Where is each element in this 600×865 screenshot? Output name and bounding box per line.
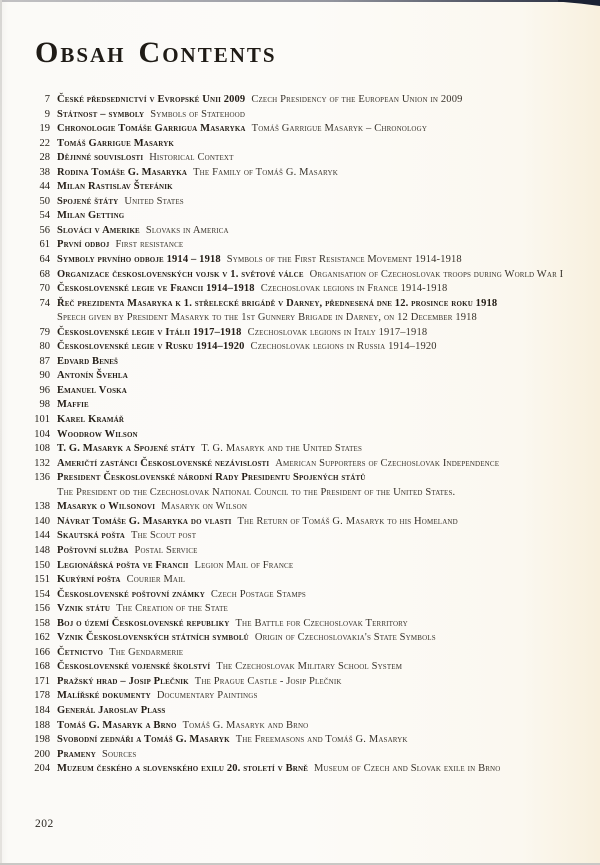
toc-entry-titles — [57, 224, 229, 239]
toc-entry-titles — [57, 559, 293, 574]
toc-entry-title-czech: České předsednictví v Evropské Unii 2009 — [57, 94, 246, 105]
toc-entry-title-english: Origin of Czechoslovakia's State Symbols — [254, 632, 436, 644]
toc-entry-title-czech: Slováci v Amerike — [57, 224, 140, 236]
toc-entry-titles — [57, 428, 138, 443]
toc-entry-title-english: T. G. Masaryk and the United States — [201, 443, 363, 455]
toc-entry-titles — [57, 282, 447, 297]
page-title — [35, 36, 277, 70]
toc-entry — [28, 137, 594, 152]
toc-entry-titles — [57, 646, 183, 661]
toc-entry-page-number: 158 — [34, 617, 50, 629]
toc-entry-titles — [57, 762, 500, 777]
toc-entry — [28, 326, 594, 341]
toc-entry-title-english: Sources — [101, 748, 137, 760]
toc-entry — [28, 151, 594, 166]
toc-entry-titles — [57, 340, 437, 355]
toc-entry-title-czech: Pražský hrad – Josip Plečnik — [57, 675, 189, 687]
toc-entry-title-czech: První odboj — [57, 239, 110, 251]
toc-entry-title-czech: Chronologie Tomáše Garrigua Masaryka — [57, 123, 246, 135]
toc-entry-title-english: Legion Mail of France — [194, 559, 294, 571]
toc-entry — [28, 617, 594, 632]
toc-entry — [28, 675, 594, 690]
toc-entry-title-czech: Tomáš G. Masaryk a Brno — [57, 719, 177, 731]
toc-entry-page-number: 70 — [39, 283, 50, 295]
toc-entry-page-number: 64 — [39, 254, 50, 266]
toc-entry-title-english: The President od the Czechoslovak National Council to the President of the United States. — [57, 486, 456, 498]
toc-entry — [28, 544, 594, 559]
toc-entry — [28, 529, 594, 544]
toc-entry-page-number: 138 — [34, 501, 50, 513]
toc-entry-page-number: 96 — [39, 384, 50, 396]
toc-entry — [28, 122, 594, 137]
toc-entry-titles — [57, 733, 408, 748]
scan-left-edge — [0, 0, 2, 865]
toc-entry-page-number: 79 — [39, 326, 50, 338]
toc-entry-titles — [57, 588, 306, 603]
toc-entry-title-english: First resistance — [115, 239, 184, 251]
toc-entry — [28, 559, 594, 574]
toc-entry-page-number: 28 — [39, 152, 50, 164]
toc-entry-page-number: 74 — [39, 297, 50, 309]
toc-entry-page-number: 150 — [34, 559, 50, 571]
toc-entry-title-czech: Edvard Beneš — [57, 355, 119, 367]
toc-entry-page-number: 54 — [39, 210, 50, 222]
toc-entry-title-czech: Československé legie ve Francii 1914–1918 — [57, 283, 255, 295]
scan-top-edge — [0, 0, 600, 2]
toc-entry-title-czech: Organizace československých vojsk v 1. světové válce — [57, 268, 304, 280]
toc-entry — [28, 209, 594, 224]
toc-entry-titles — [57, 369, 128, 384]
toc-entry — [28, 268, 594, 283]
toc-entry — [28, 93, 594, 108]
toc-entry-title-english: Slovaks in America — [145, 224, 229, 236]
toc-entry-title-czech: Československé legie v Itálii 1917–1918 — [57, 326, 242, 338]
scan-top-right-corner — [558, 0, 600, 6]
toc-entry-page-number: 168 — [34, 661, 50, 673]
toc-entry-page-number: 140 — [34, 515, 50, 527]
toc-entry-page-number: 68 — [39, 268, 50, 280]
toc-entry-page-number: 204 — [34, 763, 50, 775]
toc-entry-title-czech: Generál Jaroslav Plass — [57, 704, 166, 716]
toc-entry-page-number: 144 — [34, 530, 50, 542]
toc-entry-page-number: 80 — [39, 341, 50, 353]
toc-entry-titles — [57, 471, 366, 486]
toc-entry-title-czech: Boj o území Československé republiky — [57, 617, 230, 629]
toc-entry-title-english: Czech Postage Stamps — [210, 588, 306, 600]
toc-entry-page-number: 61 — [39, 239, 50, 251]
toc-entry-title-czech: Rodina Tomáše G. Masaryka — [57, 166, 188, 178]
toc-entry-titles — [57, 398, 89, 413]
toc-entry — [28, 340, 594, 355]
toc-entry-title-english: Museum of Czech and Slovak exile in Brno — [314, 763, 501, 775]
toc-entry-title-english: Historical Context — [149, 152, 234, 164]
toc-entry-title-english: Czechoslovak legions in France 1914-1918 — [260, 283, 448, 295]
toc-entry-title-english: The Battle for Czechoslovak Territory — [235, 617, 408, 629]
toc-entry-titles — [57, 297, 497, 312]
toc-entry-titles — [57, 268, 563, 283]
toc-entry-titles — [57, 500, 247, 515]
toc-entry-page-number: 151 — [34, 574, 50, 586]
toc-entry-page-number: 132 — [34, 457, 50, 469]
toc-entry — [28, 471, 594, 486]
toc-entry-title-czech: Legionářská pošta ve Francii — [57, 559, 189, 571]
toc-entry-titles — [57, 515, 458, 530]
toc-entry-title-english: Postal Service — [134, 544, 198, 556]
toc-entry-title-czech: Kurýrní pošta — [57, 574, 121, 586]
toc-entry — [28, 689, 594, 704]
toc-entry — [28, 384, 594, 399]
toc-entry-title-czech: Tomáš Garrigue Masaryk — [57, 137, 175, 149]
toc-entry — [28, 166, 594, 181]
toc-entry — [28, 355, 594, 370]
toc-entry — [28, 704, 594, 719]
toc-entry-title-czech: Dějinné souvislosti — [57, 152, 144, 164]
toc-entry-title-czech: Karel Kramář — [57, 414, 125, 426]
toc-entry-title-czech: President Československé národní Rady Presidentu Spojených států — [57, 472, 366, 484]
toc-entry-title-czech: Československé poštovní známky — [57, 588, 205, 600]
toc-entry-titles — [57, 457, 499, 472]
toc-entry-title-english: The Scout post — [131, 530, 197, 542]
toc-entry-title-english: The Family of Tomáš G. Masaryk — [193, 166, 338, 178]
toc-entry-title-czech: Milan Rastislav Štefánik — [57, 181, 173, 193]
toc-entry-page-number: 156 — [34, 603, 50, 615]
toc-entry-title-czech: Spojené štáty — [57, 195, 119, 207]
toc-entry-title-english: Masaryk on Wilson — [161, 501, 248, 513]
toc-entry-titles — [57, 384, 127, 399]
toc-entry — [28, 733, 594, 748]
toc-entry-title-english: Symbols of the First Resistance Movement 1914-1918 — [226, 254, 462, 266]
toc-entry-page-number: 178 — [34, 690, 50, 702]
toc-entry-titles — [57, 93, 463, 108]
toc-entry-titles — [57, 689, 258, 704]
toc-entry-titles — [57, 311, 477, 326]
toc-entry-title-czech: Maffie — [57, 399, 89, 411]
toc-entry-titles — [57, 195, 184, 210]
toc-entry-titles — [57, 573, 185, 588]
toc-entry-title-english: United States — [124, 195, 184, 207]
toc-entry-title-czech: Skautská pošta — [57, 530, 126, 542]
toc-entry-titles — [57, 442, 362, 457]
toc-entry-titles — [57, 166, 338, 181]
toc-entry-title-czech: Antonín Švehla — [57, 370, 128, 382]
toc-entry-page-number: 7 — [44, 94, 50, 105]
toc-entry — [28, 457, 594, 472]
toc-entry-title-english: Symbols of Statehood — [150, 108, 246, 120]
toc-entry-titles — [57, 355, 118, 370]
toc-entry-title-english: Czechoslovak legions in Italy 1917–1918 — [247, 326, 428, 338]
toc-entry-page-number: 148 — [34, 544, 50, 556]
toc-entry-titles — [57, 544, 198, 559]
toc-entry-title-czech: Řeč prezidenta Masaryka k 1. střelecké brigádě v Darney, přednesená dne 12. prosince roku 1918 — [57, 297, 498, 309]
toc-entry-titles — [57, 602, 228, 617]
toc-entry-continuation — [28, 486, 594, 501]
toc-entry-titles — [57, 486, 455, 501]
toc-entry — [28, 224, 594, 239]
toc-entry-title-czech: Prameny — [57, 748, 96, 760]
toc-entry — [28, 515, 594, 530]
toc-entry — [28, 442, 594, 457]
toc-entry-title-czech: Státnost – symboly — [57, 108, 145, 120]
toc-entry-page-number: 198 — [34, 734, 50, 746]
toc-entry-title-english: The Freemasons and Tomáš G. Masaryk — [235, 734, 408, 746]
toc-entry-title-czech: Američtí zastánci Československé nezávislosti — [57, 457, 270, 469]
toc-entry-page-number: 22 — [39, 137, 50, 149]
toc-list — [28, 93, 594, 777]
toc-entry-title-english: Speech given by President Masaryk to the 1st Gunnery Brigade in Darney, on 12 December 1918 — [57, 312, 477, 324]
toc-entry — [28, 573, 594, 588]
toc-entry-titles — [57, 617, 408, 632]
toc-entry — [28, 631, 594, 646]
toc-entry — [28, 398, 594, 413]
toc-entry-page-number: 19 — [39, 123, 50, 135]
toc-entry-titles — [57, 675, 342, 690]
page-title-czech: Obsah — [35, 36, 126, 69]
toc-entry-title-czech: Československé legie v Rusku 1914–1920 — [57, 341, 245, 353]
toc-entry-title-czech: Návrat Tomáše G. Masaryka do vlasti — [57, 515, 232, 527]
toc-entry-continuation — [28, 311, 594, 326]
toc-entry-page-number: 98 — [39, 399, 50, 411]
toc-entry — [28, 719, 594, 734]
toc-entry — [28, 428, 594, 443]
toc-entry-title-english: Czechoslovak legions in Russia 1914–1920 — [250, 341, 437, 353]
toc-entry-titles — [57, 180, 173, 195]
toc-entry — [28, 238, 594, 253]
toc-entry-titles — [57, 719, 308, 734]
toc-entry — [28, 108, 594, 123]
toc-entry-title-czech: Milan Getting — [57, 210, 125, 222]
folio-page-number: 202 — [35, 818, 54, 830]
toc-entry-titles — [57, 529, 196, 544]
toc-entry-page-number: 166 — [34, 646, 50, 658]
toc-entry-titles — [57, 704, 165, 719]
toc-entry-page-number: 50 — [39, 195, 50, 207]
toc-entry-page-number: 184 — [34, 704, 50, 716]
toc-entry-title-english: American Supporters of Czechoslovak Independence — [275, 457, 500, 469]
toc-entry-title-czech: Emanuel Voska — [57, 384, 127, 396]
toc-entry-title-czech: Četnictvo — [57, 646, 104, 658]
toc-entry-titles — [57, 122, 427, 137]
toc-entry-page-number: 44 — [39, 181, 50, 193]
toc-entry-title-czech: Woodrow Wilson — [57, 428, 138, 440]
toc-entry-title-czech: Symboly prvního odboje 1914 – 1918 — [57, 254, 221, 266]
toc-entry-titles — [57, 108, 245, 123]
toc-entry-page-number: 188 — [34, 719, 50, 731]
toc-entry-title-english: Organisation of Czechoslovak troops during World War I — [309, 268, 564, 280]
toc-entry-title-english: Czech Presidency of the European Union in 2009 — [251, 94, 463, 105]
toc-entry-titles — [57, 253, 462, 268]
toc-entry-title-czech: Vznik státu — [57, 603, 111, 615]
toc-entry-title-czech: T. G. Masaryk a Spojené státy — [57, 443, 196, 455]
toc-entry-title-czech: Poštovní služba — [57, 544, 129, 556]
toc-entry-title-english: Courier Mail — [126, 574, 186, 586]
toc-entry-titles — [57, 413, 124, 428]
toc-entry-page-number: 154 — [34, 588, 50, 600]
toc-entry-page-number: 200 — [34, 748, 50, 760]
toc-entry-page-number: 9 — [44, 108, 50, 120]
toc-entry-title-czech: Vznik Československých státních symbolů — [57, 632, 249, 644]
toc-entry — [28, 413, 594, 428]
toc-entry-title-english: The Czechoslovak Military School System — [216, 661, 403, 673]
toc-entry-title-english: The Prague Castle - Josip Plečnik — [194, 675, 342, 687]
toc-entry-title-english: Tomáš G. Masaryk and Brno — [182, 719, 309, 731]
toc-entry-title-czech: Svobodní zednáři a Tomáš G. Masaryk — [57, 734, 230, 746]
toc-entry-page-number: 90 — [39, 370, 50, 382]
toc-entry-titles — [57, 326, 427, 341]
toc-entry-titles — [57, 238, 183, 253]
toc-entry — [28, 500, 594, 515]
toc-entry-page-number: 101 — [34, 414, 50, 426]
toc-entry-titles — [57, 748, 136, 763]
toc-entry-title-english: The Return of Tomáš G. Masaryk to his Homeland — [237, 515, 458, 527]
toc-entry — [28, 195, 594, 210]
toc-entry — [28, 762, 594, 777]
toc-entry — [28, 588, 594, 603]
toc-entry — [28, 297, 594, 312]
toc-entry — [28, 369, 594, 384]
toc-entry-titles — [57, 137, 174, 152]
toc-entry-page-number: 171 — [34, 675, 50, 687]
toc-entry — [28, 180, 594, 195]
toc-entry-page-number: 104 — [34, 428, 50, 440]
toc-entry — [28, 660, 594, 675]
toc-entry-page-number: 38 — [39, 166, 50, 178]
toc-entry-titles — [57, 151, 234, 166]
toc-entry-titles — [57, 631, 436, 646]
toc-entry-title-czech: Malířské dokumenty — [57, 690, 151, 702]
toc-entry-titles — [57, 660, 402, 675]
toc-entry-page-number: 162 — [34, 632, 50, 644]
toc-entry-page-number: 136 — [34, 472, 50, 484]
toc-entry — [28, 748, 594, 763]
toc-entry-title-czech: Muzeum českého a slovenského exilu 20. století v Brně — [57, 763, 309, 775]
toc-entry-title-english: The Creation of the State — [116, 603, 228, 615]
page-title-english: Contents — [138, 36, 277, 69]
toc-entry — [28, 253, 594, 268]
toc-entry-title-english: Tomáš Garrigue Masaryk – Chronology — [251, 123, 428, 135]
toc-entry — [28, 646, 594, 661]
toc-entry-title-czech: Československé vojenské školství — [57, 661, 211, 673]
toc-entry-page-number: 87 — [39, 355, 50, 367]
toc-entry-page-number: 56 — [39, 224, 50, 236]
toc-entry-title-czech: Masaryk o Wilsonovi — [57, 501, 156, 513]
toc-entry-title-english: Documentary Paintings — [156, 690, 258, 702]
toc-entry — [28, 282, 594, 297]
toc-entry-titles — [57, 209, 124, 224]
toc-entry-page-number: 108 — [34, 443, 50, 455]
toc-entry-title-english: The Gendarmerie — [109, 646, 184, 658]
toc-entry — [28, 602, 594, 617]
